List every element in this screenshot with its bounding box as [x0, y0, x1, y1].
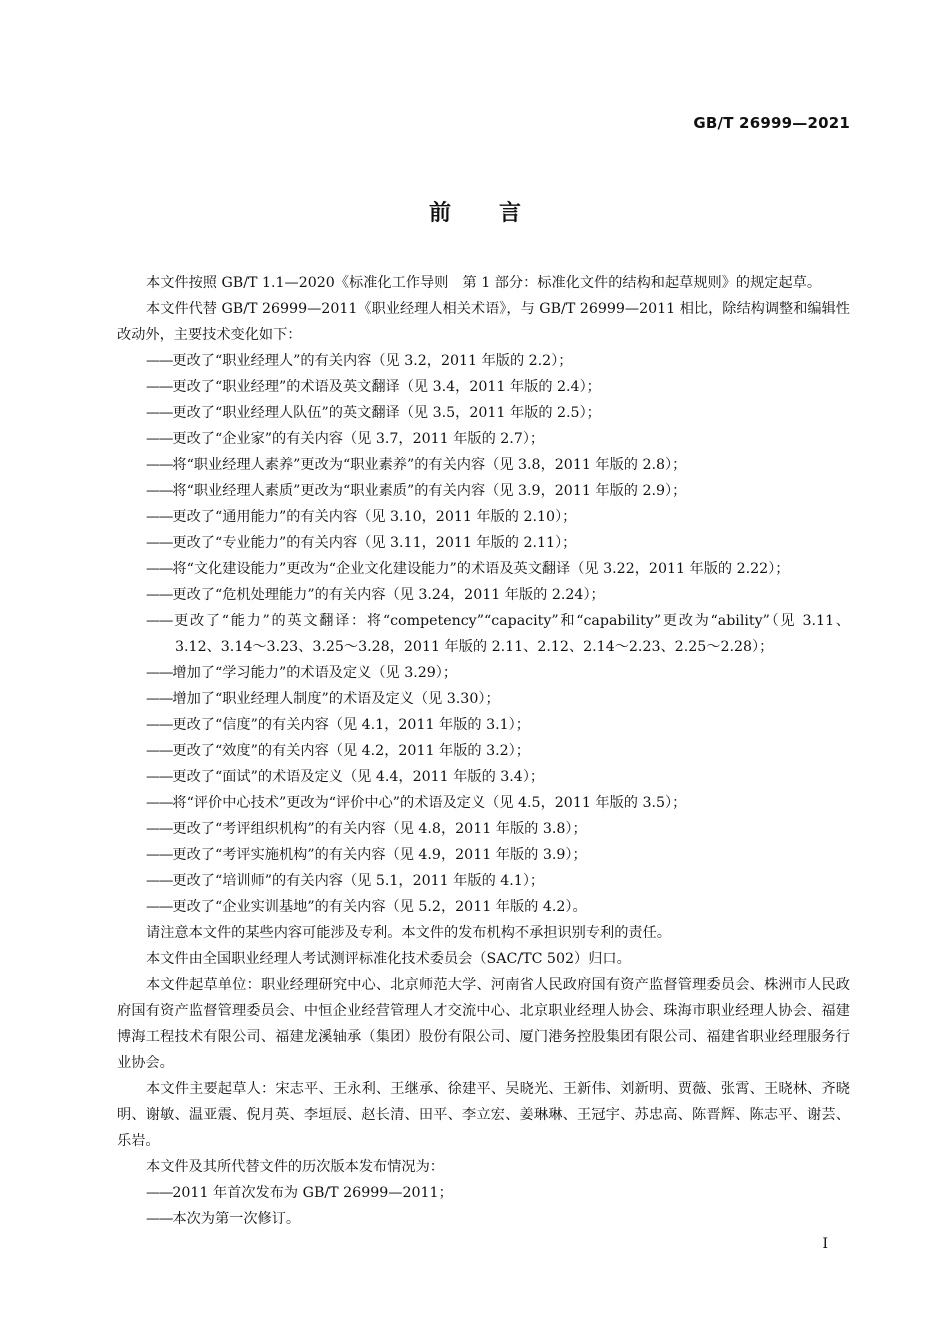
technical-changes-list: [117, 348, 850, 920]
history-intro-paragraph: 本文件及其所代替文件的历次版本发布情况为：: [146, 1159, 444, 1175]
list-item: ——更改了“企业家”的有关内容（见 3.7，2011 年版的 2.7）；: [146, 431, 545, 447]
list-item: ——增加了“学习能力”的术语及定义（见 3.29）；: [146, 665, 458, 681]
list-item: ——更改了“通用能力”的有关内容（见 3.10，2011 年版的 2.10）；: [146, 509, 577, 525]
list-item: ——更改了“企业实训基地”的有关内容（见 5.2，2011 年版的 4.2）。: [146, 899, 587, 915]
list-item: ——更改了“危机处理能力”的有关内容（见 3.24，2011 年版的 2.24）；: [146, 587, 605, 603]
list-item: ——更改了“考评实施机构”的有关内容（见 4.9，2011 年版的 3.9）；: [146, 847, 587, 863]
list-item: ——本次为第一次修订。: [146, 1211, 301, 1227]
list-item: ——更改了“专业能力”的有关内容（见 3.11，2011 年版的 2.11）；: [146, 535, 577, 551]
list-item: ——更改了“能力”的英文翻译：将“competency”“capacity”和“capability”更改为“ability”（见 3.11、3.12、3.14～3.23、3.25～3.28，2011 年版的 2.11、2.12、2.14～2.23、2.25～2.28）；: [146, 613, 850, 655]
list-item: ——更改了“效度”的有关内容（见 4.2，2011 年版的 3.2）；: [146, 743, 530, 759]
list-item: ——更改了“培训师”的有关内容（见 5.1，2011 年版的 4.1）；: [146, 873, 545, 889]
list-item: ——更改了“职业经理”的术语及英文翻译（见 3.4，2011 年版的 2.4）；: [146, 379, 601, 395]
list-item: ——将“职业经理人素质”更改为“职业素质”的有关内容（见 3.9，2011 年版的 2.9）；: [146, 483, 687, 499]
list-item: ——更改了“职业经理人”的有关内容（见 3.2，2011 年版的 2.2）；: [146, 353, 573, 369]
foreword-body: [117, 270, 850, 1232]
patent-notice: 请注意本文件的某些内容可能涉及专利。本文件的发布机构不承担识别专利的责任。: [146, 925, 671, 941]
list-item: ——将“职业经理人素养”更改为“职业素养”的有关内容（见 3.8，2011 年版的 2.8）；: [146, 457, 687, 473]
replacement-paragraph: 本文件代替 GB/T 26999—2011《职业经理人相关术语》，与 GB/T 26999—2011 相比，除结构调整和编辑性改动外，主要技术变化如下：: [117, 301, 850, 343]
page-number: Ⅰ: [822, 1236, 828, 1252]
drafters-paragraph: 本文件主要起草人：宋志平、王永利、王继承、徐建平、吴晓光、王新伟、刘新明、贾薇、张霄、王晓林、齐晓明、谢敏、温亚震、倪月英、李垣辰、赵长清、田平、李立宏、姜琳琳、王冠宇、苏忠高、陈晋辉、陈志平、谢芸、乐岩。: [117, 1081, 850, 1149]
list-item: ——更改了“面试”的术语及定义（见 4.4，2011 年版的 3.4）；: [146, 769, 545, 785]
list-item: ——将“评价中心技术”更改为“评价中心”的术语及定义（见 4.5，2011 年版的 3.5）；: [146, 795, 687, 811]
list-item: ——2011 年首次发布为 GB/T 26999—2011；: [146, 1185, 453, 1201]
history-list: [117, 1180, 850, 1232]
committee-paragraph: 本文件由全国职业经理人考试测评标准化技术委员会（SAC/TC 502）归口。: [146, 951, 631, 967]
list-item: ——更改了“职业经理人队伍”的英文翻译（见 3.5，2011 年版的 2.5）；: [146, 405, 601, 421]
drafting-units-paragraph: 本文件起草单位：职业经理研究中心、北京师范大学、河南省人民政府国有资产监督管理委员会、株洲市人民政府国有资产监督管理委员会、中恒企业经营管理人才交流中心、北京职业经理人协会、珠海市职业经理人协会、福建博海工程技术有限公司、福建龙溪轴承（集团）股份有限公司、厦门港务控股集团有限公司、福建省职业经理服务行业协会。: [117, 977, 850, 1071]
page-title: 前言: [428, 201, 569, 226]
drafting-rules-paragraph: 本文件按照 GB/T 1.1—2020《标准化工作导则 第 1 部分：标准化文件的结构和起草规则》的规定起草。: [146, 275, 822, 291]
list-item: ——更改了“信度”的有关内容（见 4.1，2011 年版的 3.1）；: [146, 717, 530, 733]
list-item: ——更改了“考评组织机构”的有关内容（见 4.8，2011 年版的 3.8）；: [146, 821, 587, 837]
list-item: ——将“文化建设能力”更改为“企业文化建设能力”的术语及英文翻译（见 3.22，2011 年版的 2.22）；: [146, 561, 790, 577]
standard-code: GB/T 26999—2021: [693, 114, 850, 132]
list-item: ——增加了“职业经理人制度”的术语及定义（见 3.30）；: [146, 691, 500, 707]
